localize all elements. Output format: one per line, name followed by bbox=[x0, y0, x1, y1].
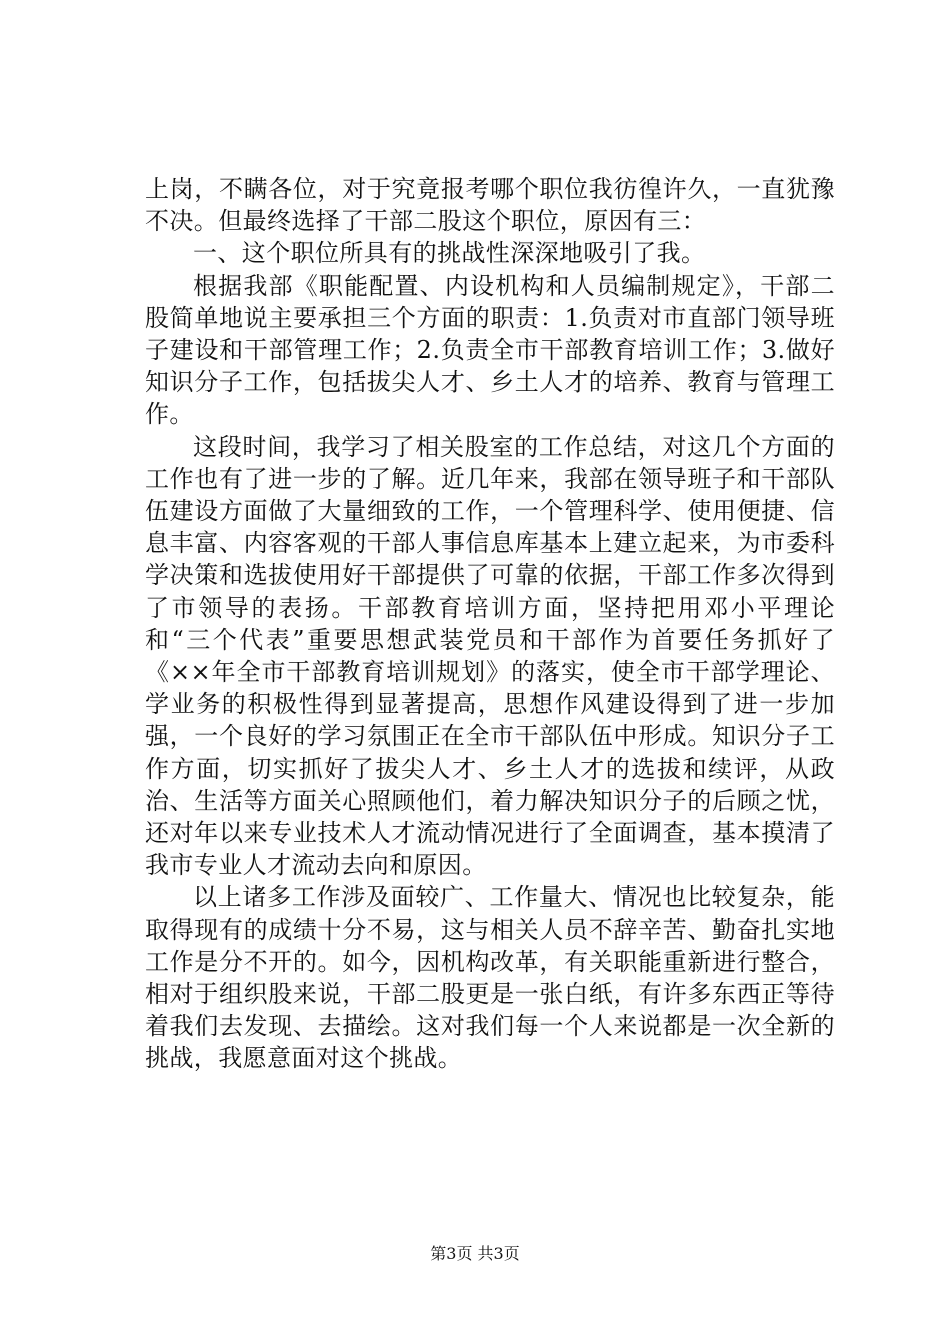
document-body bbox=[145, 173, 835, 1075]
paragraph-work-summary: 这段时间，我学习了相关股室的工作总结，对这几个方面的工作也有了进一步的了解。近几年来，我部在领导班子和干部队伍建设方面做了大量细致的工作，一个管理科学、使用便捷、信息丰富、内容客观的干部人事信息库基本上建立起来，为市委科学决策和选拔使用好干部提供了可靠的依据，干部工作多次得到了市领导的表扬。干部教育培训方面，坚持把用邓小平理论和“三个代表”重要思想武装党员和干部作为首要任务抓好了《××年全市干部教育培训规划》的落实，使全市干部学理论、学业务的积极性得到显著提高，思想作风建设得到了进一步加强，一个良好的学习氛围正在全市干部队伍中形成。知识分子工作方面，切实抓好了拔尖人才、乡土人才的选拔和续评，从政治、生活等方面关心照顾他们，着力解决知识分子的后顾之忧，还对年以来专业技术人才流动情况进行了全面调查，基本摸清了我市专业人才流动去向和原因。 bbox=[145, 432, 835, 880]
paragraph-challenge: 以上诸多工作涉及面较广、工作量大、情况也比较复杂，能取得现有的成绩十分不易，这与相关人员不辞辛苦、勤奋扎实地工作是分不开的。如今，因机构改革，有关职能重新进行整合，相对于组织股来说，干部二股更是一张白纸，有许多东西正等待着我们去发现、去描绘。这对我们每一个人来说都是一次全新的挑战，我愿意面对这个挑战。 bbox=[145, 883, 835, 1073]
page-number-footer: 第3页 共3页 bbox=[430, 1244, 520, 1263]
paragraph-heading-one: 一、这个职位所具有的挑战性深深地吸引了我。 bbox=[193, 239, 706, 268]
paragraph-continuation: 上岗，不瞒各位，对于究竟报考哪个职位我彷徨许久，一直犹豫不决。但最终选择了干部二股这个职位，原因有三： bbox=[145, 175, 835, 236]
paragraph-responsibilities: 根据我部《职能配置、内设机构和人员编制规定》，干部二股简单地说主要承担三个方面的职责：1.负责对市直部门领导班子建设和干部管理工作；2.负责全市干部教育培训工作；3.做好知识分子工作，包括拔尖人才、乡土人才的培养、教育与管理工作。 bbox=[145, 271, 835, 429]
